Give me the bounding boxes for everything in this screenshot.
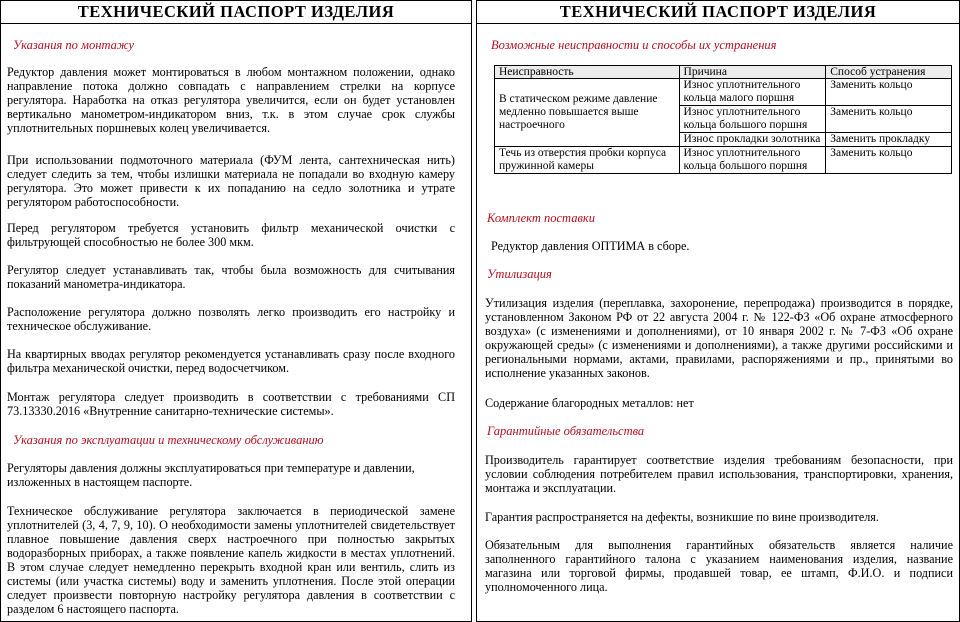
kit-text: Редуктор давления ОПТИМА в сборе. — [491, 239, 690, 253]
fix-cell: Заменить кольцо — [826, 147, 952, 174]
mounting-heading: Указания по монтажу — [13, 38, 135, 52]
mounting-paragraph-5: Расположение регулятора должно позволять легко производить его настройку и техническое обслуживание. — [7, 305, 455, 333]
mounting-paragraph-6: На квартирных вводах регулятор рекомендуется устанавливать сразу после входного фильтра механической очистки, перед водосчетчиком. — [7, 347, 455, 375]
fix-cell: Заменить кольцо — [826, 106, 952, 133]
disposal-paragraph-1: Утилизация изделия (переплавка, захоронение, перепродажа) производится в порядке, установленном Законом РФ от 22 августа 2004 г. № 122-ФЗ «Об охране атмосферного воздуха» (с изменениями и дополнениями), от 10 января 2002 г. № 7-ФЗ «Об охране окружающей среды» (с изменениями и дополнениями), а также другими российскими и региональными нормами, актами, правилами, распоряжениями и пр., принятыми во исполнение указанных законов. — [485, 296, 953, 380]
cause-cell: Износ прокладки золотника — [679, 133, 826, 147]
left-page-title: ТЕХНИЧЕСКИЙ ПАСПОРТ ИЗДЕЛИЯ — [1, 1, 471, 24]
warranty-heading: Гарантийные обязательства — [487, 424, 645, 438]
faults-heading: Возможные неисправности и способы их устранения — [491, 38, 777, 52]
mounting-paragraph-3: Перед регулятором требуется установить фильтр механической очистки с фильтрующей способностью не более 300 мкм. — [7, 221, 455, 249]
disposal-paragraph-2: Содержание благородных металлов: нет — [485, 396, 694, 410]
operation-heading: Указания по эксплуатации и техническому обслуживанию — [13, 433, 324, 447]
cause-cell: Износ уплотнительного кольца большого поршня — [679, 147, 826, 174]
table-row — [495, 79, 952, 106]
cause-cell: Износ уплотнительного кольца большого поршня — [679, 106, 826, 133]
faults-table-header — [495, 66, 952, 79]
warranty-paragraph-2: Гарантия распространяется на дефекты, возникшие по вине производителя. — [485, 510, 879, 524]
right-page-title: ТЕХНИЧЕСКИЙ ПАСПОРТ ИЗДЕЛИЯ — [477, 1, 959, 24]
operation-paragraph-2: Техническое обслуживание регулятора заключается в периодической замене уплотнителей (3, 4, 7, 9, 10). О необходимости замены уплотнителей свидетельствует плавное повышение давления сверх настроечного при полностью закрытых водоразборных приборах, а также появление капель жидкости в местах уплотнений. В этом случае следует немедленно перекрыть входной кран или вентиль, слить из системы (или участка системы) воду и заменить уплотнения. После этой операции следует произвести повторную настройку регулятора давления в соответствии с разделом 6 настоящего паспорта. — [7, 504, 455, 616]
faults-col-fault: Неисправность — [495, 66, 680, 79]
mounting-paragraph-2: При использовании подмоточного материала (ФУМ лента, сантехническая нить) следует следить за тем, чтобы излишки материала не попадали во входную камеру регулятора. Это может привести к их попаданию на седло золотника и утрате регулятором работоспособности. — [7, 153, 455, 209]
cause-cell: Износ уплотнительного кольца малого поршня — [679, 79, 826, 106]
faults-col-cause: Причина — [679, 66, 826, 79]
table-row — [495, 147, 952, 174]
warranty-paragraph-3: Обязательным для выполнения гарантийных обязательств является наличие заполненного гарантийного талона с указанием наименования изделия, название магазина или торговой фирмы, продавшей товар, ее штамп, Ф.И.О. и подписи уполномоченного лица. — [485, 538, 953, 594]
faults-col-fix: Способ устранения — [826, 66, 952, 79]
fix-cell: Заменить прокладку — [826, 133, 952, 147]
mounting-paragraph-4: Регулятор следует устанавливать так, чтобы была возможность для считывания показаний манометра-индикатора. — [7, 263, 455, 291]
disposal-heading: Утилизация — [487, 267, 552, 281]
kit-heading: Комплект поставки — [487, 211, 595, 225]
fault-cell: Течь из отверстия пробки корпуса пружинной камеры — [495, 147, 680, 174]
warranty-paragraph-1: Производитель гарантирует соответствие изделия требованиям безопасности, при условии соблюдения потребителем правил использования, транспортировки, хранения, монтажа и эксплуатации. — [485, 453, 953, 495]
faults-table — [494, 65, 952, 174]
left-column — [0, 0, 472, 622]
right-column — [476, 0, 960, 622]
mounting-paragraph-7: Монтаж регулятора следует производить в соответствии с требованиями СП 73.13330.2016 «Внутренние санитарно-технические системы». — [7, 390, 455, 418]
fix-cell: Заменить кольцо — [826, 79, 952, 106]
fault-cell: В статическом режиме давление медленно повышается выше настроечного — [495, 79, 680, 147]
operation-paragraph-1: Регуляторы давления должны эксплуатироваться при температуре и давлении, изложенных в настоящем паспорте. — [7, 461, 415, 489]
mounting-paragraph-1: Редуктор давления может монтироваться в любом монтажном положении, однако направление потока должно совпадать с направлением стрелки на корпусе регулятора. Наработка на отказ регулятора увеличится, если он будет установлен вертикально манометром-индикатором вниз, т.к. в этом случае срок службы уплотнительных поршневых колец увеличивается. — [7, 65, 455, 135]
